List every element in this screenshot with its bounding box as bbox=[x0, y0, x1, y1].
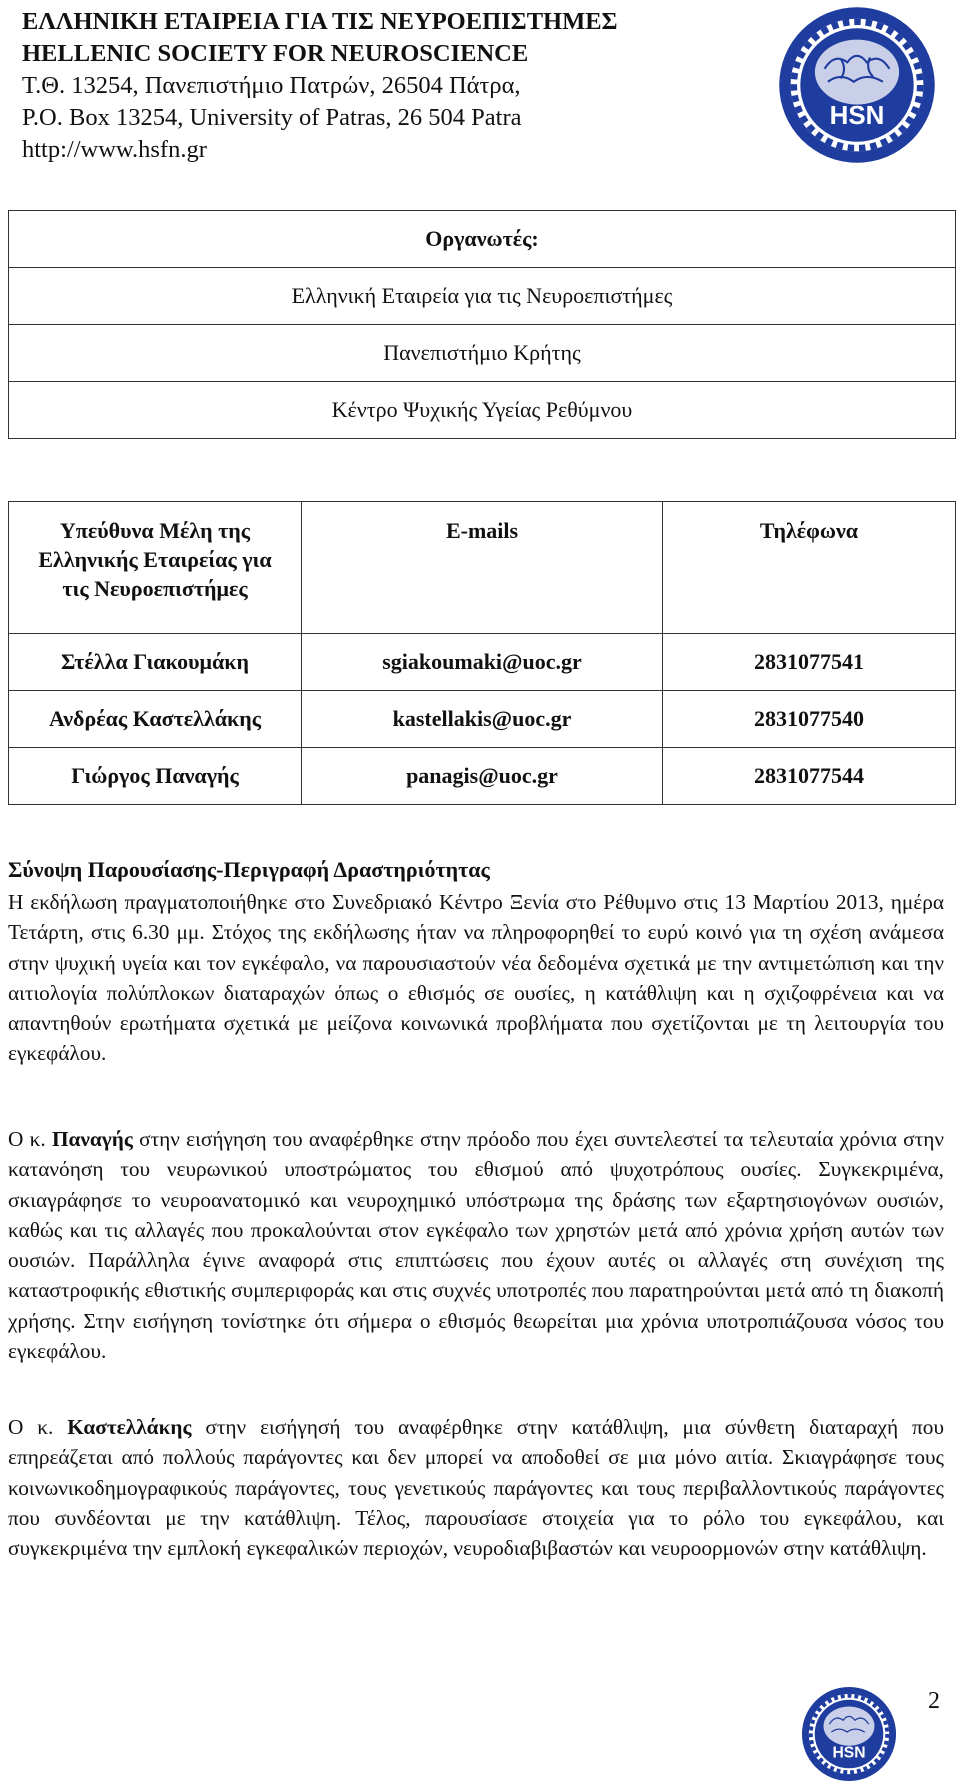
members-table bbox=[8, 501, 956, 805]
logo-text: HSN bbox=[829, 101, 885, 130]
member-phone: 2831077540 bbox=[663, 691, 956, 748]
speaker-name: Παναγής bbox=[51, 1127, 133, 1151]
paragraph-panagis: Ο κ. Παναγής στην εισήγηση του αναφέρθηκε στην πρόοδο που έχει συντελεστεί τα τελευταία χρόνια στην κατανόηση του νευρωνικού υποστρώματος του εθισμού από ψυχοτρόπους ουσίες. Συγκεκριμένα, σκιαγράφησε το νευροανατομικό και νευροχημικό υπόστρωμα της δράσης των εξαρτησιογόνων ουσιών, καθώς και τις αλλαγές που προκαλούνται στον εγκέφαλο των χρηστών μετά από χρόνια χρήση αυτών των ουσιών. Παράλληλα έγινε αναφορά στις επιπτώσεις που έχουν αυτές οι αλλαγές στη συνέχιση της καταστροφικής εθιστικής συμπεριφοράς και στις συχνές υποτροπές που παρατηρούνται μετά από τη διακοπή χρήσης. Στην εισήγηση τονίστηκε ότι σήμερα ο εθισμός θεωρείται μια χρόνια υποτροπιάζουσα νόσος του εγκεφάλου. bbox=[8, 1127, 944, 1364]
organizer-row: Ελληνική Εταιρεία για τις Νευροεπιστήμες bbox=[9, 268, 956, 325]
organizers-table bbox=[8, 210, 956, 439]
organizer-row: Πανεπιστήμιο Κρήτης bbox=[9, 325, 956, 382]
member-name: Στέλλα Γιακουμάκη bbox=[9, 634, 302, 691]
table-row bbox=[9, 634, 956, 691]
member-phone: 2831077544 bbox=[663, 748, 956, 805]
letterhead bbox=[22, 6, 618, 166]
website: http://www.hsfn.gr bbox=[22, 136, 207, 163]
society-name-english: HELLENIC SOCIETY FOR NEUROSCIENCE bbox=[22, 40, 529, 67]
paragraph-intro: Η εκδήλωση πραγματοποιήθηκε στο Συνεδριακό Κέντρο Ξενία στο Ρέθυμνο στις 13 Μαρτίου 2013, ημέρα Τετάρτη, στις 6.30 μμ. Στόχος της εκδήλωσης ήταν να πληροφορηθεί το ευρύ κοινό για τη σχέση ανάμεσα στην ψυχική υγεία και τον εγκέφαλο, να παρουσιαστούν νέα δεδομένα σχετικά με την αντιμετώπιση και την αιτιολογία πολύπλοκων διαταραχών όπως ο εθισμός σε ουσίες, η κατάθλιψη και η σχιζοφρένεια και να απαντηθούν ερωτήματα σχετικά με μείζονα κοινωνικά προβλήματα που σχετίζονται με τη λειτουργία του εγκεφάλου. bbox=[8, 890, 944, 1066]
speaker-name: Καστελλάκης bbox=[67, 1415, 192, 1439]
hsn-logo-footer bbox=[800, 1685, 898, 1783]
member-phone: 2831077541 bbox=[663, 634, 956, 691]
members-header-phone: Τηλέφωνα bbox=[663, 502, 956, 634]
address-greek: Τ.Θ. 13254, Πανεπιστήμιο Πατρών, 26504 Πάτρα, bbox=[22, 72, 521, 99]
organizer-row: Κέντρο Ψυχικής Υγείας Ρεθύμνου bbox=[9, 382, 956, 439]
organizers-title: Οργανωτές: bbox=[9, 211, 956, 268]
page-number: 2 bbox=[928, 1688, 940, 1714]
member-name: Γιώργος Παναγής bbox=[9, 748, 302, 805]
logo-text: HSN bbox=[832, 1744, 866, 1762]
member-email: kastellakis@uoc.gr bbox=[302, 691, 663, 748]
table-row bbox=[9, 691, 956, 748]
member-email: sgiakoumaki@uoc.gr bbox=[302, 634, 663, 691]
address-english: P.O. Box 13254, University of Patras, 26 504 Patra bbox=[22, 104, 522, 131]
paragraph-kastellakis: Ο κ. Καστελλάκης στην εισήγησή του αναφέρθηκε στην κατάθλιψη, μια σύνθετη διαταραχή που επηρεάζεται από πολλούς παράγοντες και δεν μπορεί να αποδοθεί σε μια μόνο αιτία. Σκιαγράφησε τους κοινωνικοδημογραφικούς παράγοντες, τους γενετικούς παράγοντες και τους περιβαλλοντικούς παράγοντες που συνδέονται με την κατάθλιψη. Τέλος, παρουσίασε στοιχεία για το ρόλο του εγκεφάλου, και συγκεκριμένα την εμπλοκή εγκεφαλικών περιοχών, νευροδιαβιβαστών και νευροορμονών στην κατάθλιψη. bbox=[8, 1415, 944, 1561]
hsn-logo bbox=[776, 4, 938, 166]
society-name-greek: ΕΛΛΗΝΙΚΗ ΕΤΑΙΡΕΙΑ ΓΙΑ ΤΙΣ ΝΕΥΡΟΕΠΙΣΤΗΜΕΣ bbox=[22, 8, 618, 35]
section-title: Σύνοψη Παρουσίασης-Περιγραφή Δραστηριότητας bbox=[8, 857, 490, 882]
member-email: panagis@uoc.gr bbox=[302, 748, 663, 805]
member-name: Ανδρέας Καστελλάκης bbox=[9, 691, 302, 748]
members-header-email: E-mails bbox=[302, 502, 663, 634]
table-row bbox=[9, 748, 956, 805]
members-header-name: Υπεύθυνα Μέλη της Ελληνικής Εταιρείας για τις Νευροεπιστήμες bbox=[9, 502, 302, 634]
